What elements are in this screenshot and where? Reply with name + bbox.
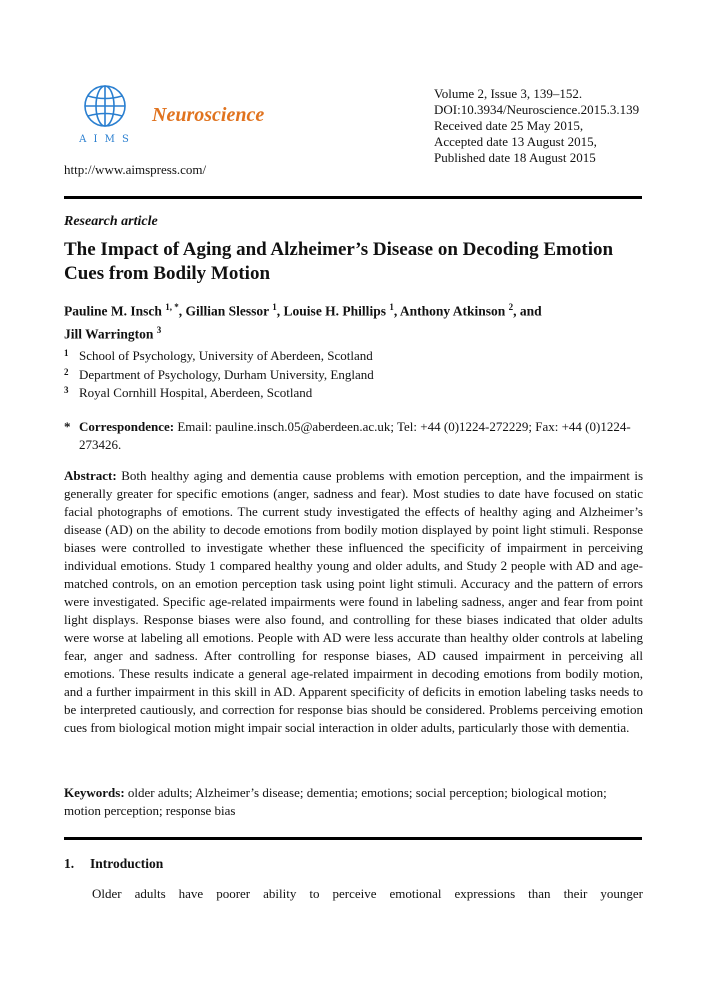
author-name: Louise H. Phillips (283, 303, 386, 319)
meta-received: Received date 25 May 2015, (434, 118, 584, 133)
journal-url[interactable]: http://www.aimspress.com/ (64, 162, 207, 177)
header-divider (64, 196, 642, 199)
keywords-label: Keywords: (64, 785, 125, 800)
correspondence-label: Correspondence: (79, 419, 175, 434)
abstract (64, 467, 643, 737)
meta-accepted: Accepted date 13 August 2015, (434, 134, 597, 149)
affiliation-number: 1 (64, 348, 69, 358)
article-type: Research article (64, 214, 158, 229)
article-meta (434, 86, 639, 166)
affiliation-text: Department of Psychology, Durham University, England (79, 366, 374, 382)
affiliation-text: Royal Cornhill Hospital, Aberdeen, Scotland (79, 385, 313, 400)
author-name: Jill Warrington (64, 326, 154, 341)
author-affil-ref: 2 (508, 302, 514, 312)
abstract-text: Both healthy aging and dementia cause problems with emotion perception, and the impairment is generally greater for specific emotions (anger, sadness and fear). Most studies to date have focused on static facial photographs of emotions. The current study investigated the effects of healthy aging and Alzheimer’s disease (AD) on the ability to decode emotions from bodily motion displayed by point light stimuli. Response biases were controlled to investigate whether these influenced the specificity of impairment in perceiving individual emotions. Study 1 compared healthy young and older adults, and Study 2 people with AD and age-matched controls, on an emotion perception task using point light stimuli. Accuracy and the pattern of errors were investigated. Specific age-related impairments were found in labeling sadness, anger and fear from point light displays. Response biases were also found, and controlling for these biases indicated that older adults were worse at labeling all emotions. People with AD were less accurate than healthy older controls at labeling fear, anger and sadness. After controlling for response biases, AD caused impairment in perceiving all emotions. These results indicate a general age-related impairment in decoding emotions from bodily motion, and a further impairment in this skill in AD. Apparent specificity of deficits in emotion labeling tasks needs to be interpreted cautiously, and correction for response bias should be considered. Problems perceiving emotion cues from biological motion might impair social interaction in older adults, particularly those with dementia. (64, 468, 643, 735)
author-affil-ref: 1, * (165, 302, 179, 312)
author-separator: , (276, 303, 284, 319)
author-affil-ref: 3 (156, 324, 162, 335)
author-name: Gillian Slessor (185, 303, 269, 319)
article-title: The Impact of Aging and Alzheimer’s Disease on Decoding Emotion Cues from Bodily Motion (64, 239, 614, 284)
meta-doi[interactable]: DOI:10.3934/Neuroscience.2015.3.139 (434, 102, 640, 117)
affiliation-text: School of Psychology, University of Aberdeen, Scotland (79, 348, 373, 363)
logo-text: A I M S (79, 134, 131, 145)
correspondence-star: * (64, 419, 71, 434)
affiliation-number: 2 (64, 366, 69, 377)
meta-volume: Volume 2, Issue 3, 139–152. (434, 86, 583, 101)
aims-logo (72, 84, 138, 146)
abstract-label: Abstract: (64, 468, 117, 483)
author-list (64, 298, 644, 343)
abstract-divider (64, 837, 642, 840)
author-separator: , (178, 303, 186, 319)
author-affil-ref: 1 (272, 302, 277, 312)
author-separator: , and (513, 303, 542, 319)
section-number: 1. (64, 856, 75, 871)
section-heading (64, 856, 163, 872)
globe-icon (72, 84, 138, 146)
intro-paragraph: Older adults have poorer ability to perceive emotional expressions than their younger (92, 886, 643, 901)
author-affil-ref: 1 (389, 302, 394, 312)
journal-name: Neuroscience (152, 104, 265, 126)
correspondence-text: Email: pauline.insch.05@aberdeen.ac.uk; Tel: +44 (0)1224-272229; Fax: +44 (0)1224-273426. (79, 419, 631, 452)
author-name: Pauline M. Insch (64, 303, 162, 319)
section-title: Introduction (90, 856, 164, 871)
author-name: Anthony Atkinson (399, 303, 506, 319)
author-separator: , (393, 303, 400, 319)
meta-published: Published date 18 August 2015 (434, 150, 596, 165)
keywords (64, 784, 643, 820)
keywords-text: older adults; Alzheimer’s disease; dementia; emotions; social perception; biological motion; motion perception; response bias (64, 785, 607, 818)
affiliation-number: 3 (64, 385, 69, 395)
correspondence (64, 418, 644, 454)
